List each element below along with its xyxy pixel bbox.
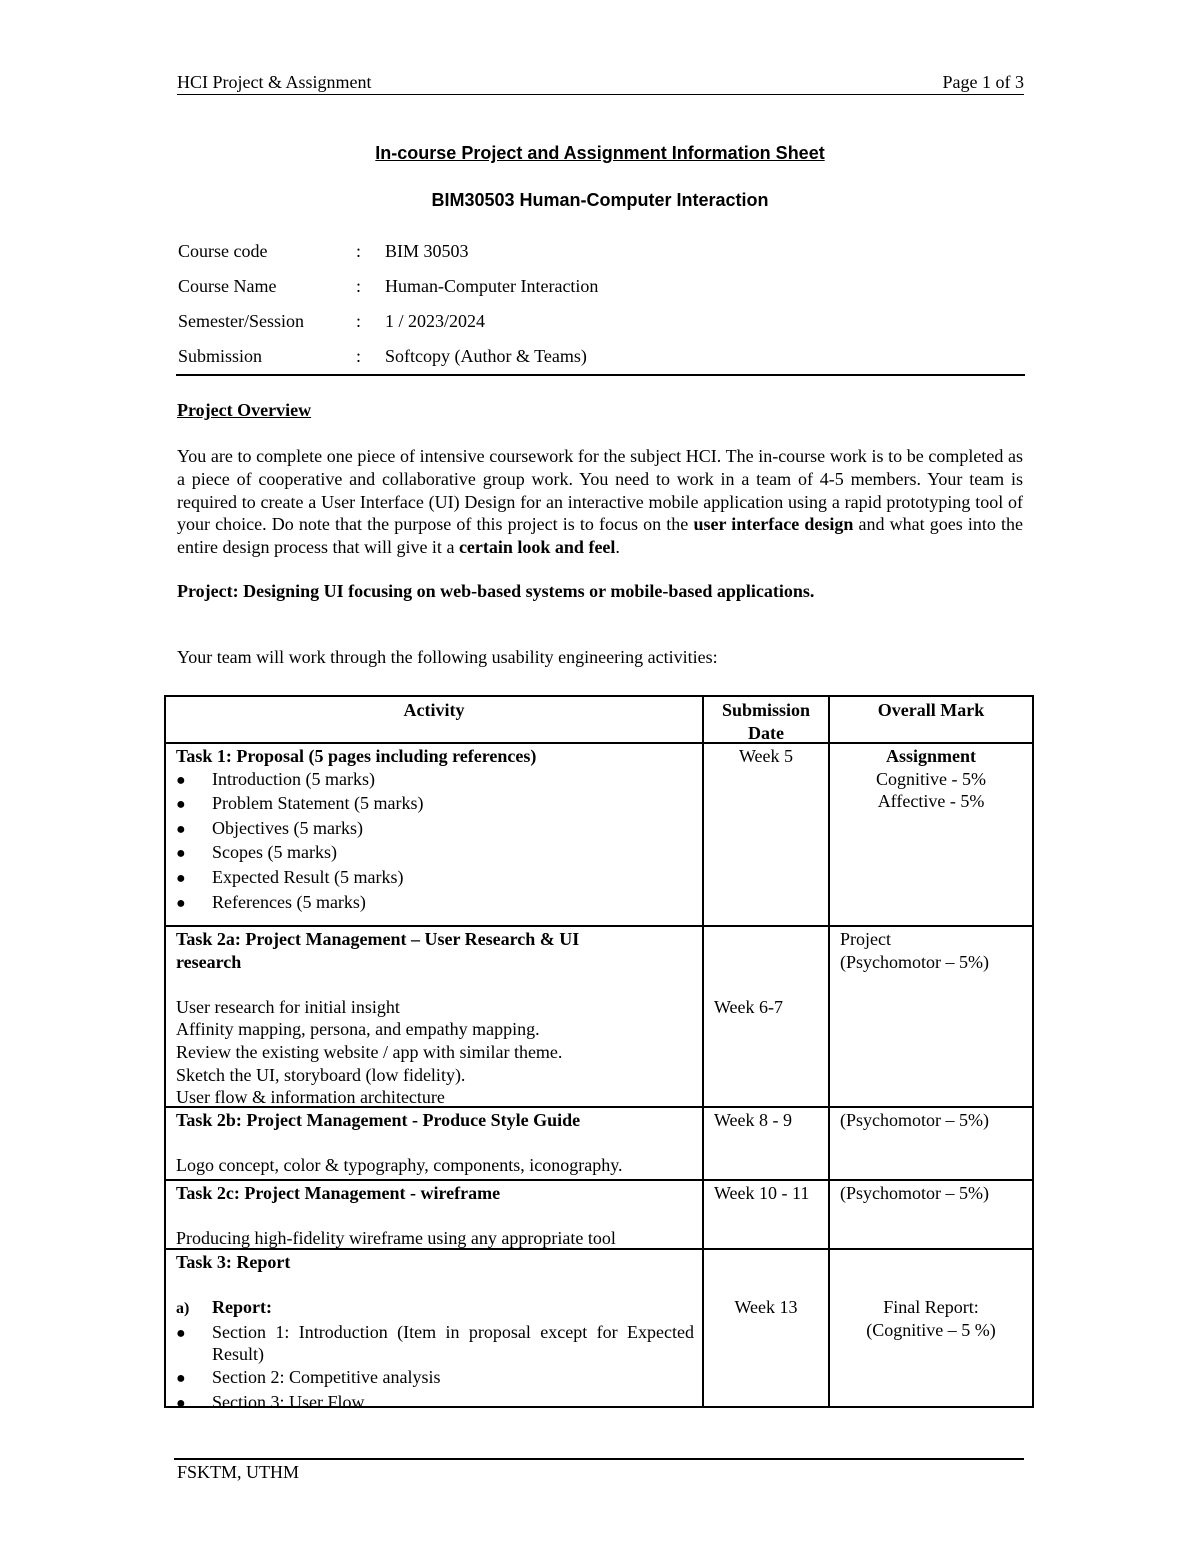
project-statement: Project: Designing UI focusing on web-based systems or mobile-based applications. [177,581,815,601]
task3-date: Week 13 [734,1297,798,1317]
list-item [176,817,696,842]
activities-table [164,695,1034,1412]
mark-line: Project [840,929,891,949]
info-value: Human-Computer Interaction [385,276,599,296]
info-colon: : [356,346,362,366]
info-label: Submission [178,346,263,366]
mark-line: Affective - 5% [877,791,985,812]
mark-title: Assignment [885,746,976,766]
list-item-text: Section 2: Competitive analysis [212,1366,441,1387]
bullet: ● [176,796,186,814]
overview-text-3: . [615,537,620,558]
task2a-cell [176,928,646,1109]
overview-paragraph [177,445,1023,559]
task2c-title: Task 2c: Project Management - wireframe [176,1183,501,1203]
task2c-date: Week 10 - 11 [714,1183,810,1203]
page-header [177,70,1024,95]
header-submission-date: Submission Date [721,700,811,743]
list-item [176,841,696,866]
bullet: ● [176,1394,186,1412]
table-row-divider [166,742,1032,744]
footer-divider [174,1458,1024,1460]
list-item [176,1321,694,1366]
task2a-line: Affinity mapping, persona, and empathy mapping. [176,1019,540,1040]
task2b-desc: Logo concept, color & typography, components, iconography. [176,1155,623,1176]
task2c-cell [176,1182,696,1250]
list-item [176,792,696,817]
info-divider [176,374,1025,376]
task2a-line: User flow & information architecture [176,1087,445,1108]
bullet: ● [176,894,186,912]
task3-sub [176,1296,694,1321]
list-item-text: Section 3: User Flow [212,1391,365,1412]
overview-bold-look-feel: certain look and feel [458,537,616,558]
sub-label: Report: [212,1297,272,1318]
task3-cell [176,1251,694,1415]
task1-date: Week 5 [738,746,794,766]
info-value: BIM 30503 [385,241,469,261]
info-label: Course code [178,241,268,261]
mark-line: Cognitive - 5% [876,768,986,789]
mark-line: (Psychomotor – 5%) [840,951,989,972]
task2b-title: Task 2b: Project Management - Produce Style Guide [176,1110,581,1130]
task3-title: Task 3: Report [176,1252,291,1272]
info-colon: : [356,241,362,261]
bullet: ● [176,845,186,863]
list-item [176,891,696,916]
info-value: Softcopy (Author & Teams) [385,346,587,366]
activities-intro: Your team will work through the following usability engineering activities: [177,647,718,667]
info-label: Semester/Session [178,311,304,331]
info-value: 1 / 2023/2024 [385,311,486,331]
list-item-text: Section 1: Introduction (Item in proposal except for Expected Result) [212,1321,694,1365]
list-item [176,1366,694,1391]
list-item [176,866,696,891]
page-footer: FSKTM, UTHM [177,1462,300,1482]
task2c-mark: (Psychomotor – 5%) [840,1183,989,1203]
header-title: HCI Project & Assignment [177,72,372,92]
header-overall-mark: Overall Mark [877,700,985,720]
task1-mark [830,745,1032,813]
overview-text-2: and what goes into the entire design process that will give it a [177,514,1024,558]
task2a-line: User research for initial insight [176,996,400,1017]
page-number: Page 1 of 3 [942,72,1024,92]
sub-marker: a) [176,1300,190,1318]
bullet: ● [176,869,186,887]
info-colon: : [356,311,362,331]
bullet: ● [176,1324,186,1342]
task2c-desc: Producing high-fidelity wireframe using any appropriate tool [176,1228,616,1249]
task2b-mark: (Psychomotor – 5%) [840,1110,989,1130]
task2a-title: Task 2a: Project Management – User Research & UI research [176,929,580,972]
overview-text-1: You are to complete one piece of intensive coursework for the subject HCI. The in-course work is to be completed as a piece of cooperative and collaborative group work. You need to work in a team of 4-5 members. Your team is required to create a User Interface (UI) Design for an interactive mobile application using a rapid prototyping tool of your choice. Do note that the purpose of this project is to focus on the [177,446,1023,535]
task2b-date: Week 8 - 9 [714,1110,793,1130]
task2a-line: Sketch the UI, storyboard (low fidelity). [176,1064,466,1085]
mark-line: Final Report: [883,1297,979,1317]
list-item [176,1391,694,1416]
bullet: ● [176,1369,186,1387]
list-item [176,768,696,793]
list-item-text: Introduction (5 marks) [212,768,375,789]
overview-heading: Project Overview [177,400,312,420]
task2b-cell [176,1109,696,1177]
task1-cell [176,745,696,915]
mark-line: (Cognitive – 5 %) [866,1319,996,1340]
task2a-line: Review the existing website / app with similar theme. [176,1041,563,1062]
document-subtitle: BIM30503 Human-Computer Interaction [431,190,769,210]
task2a-mark [840,928,1032,973]
list-item-text: Problem Statement (5 marks) [212,793,424,814]
task3-mark [830,1296,1032,1341]
info-colon: : [356,276,362,296]
task1-title: Task 1: Proposal (5 pages including references) [176,746,537,766]
overview-bold-ui-design: user interface design [693,514,854,535]
task2a-date: Week 6-7 [714,997,784,1017]
list-item-text: References (5 marks) [212,891,366,912]
list-item-text: Scopes (5 marks) [212,842,337,863]
bullet: ● [176,771,186,789]
table-row-divider [166,1179,1032,1181]
table-row-divider [166,925,1032,927]
header-activity: Activity [403,700,465,720]
bullet: ● [176,820,186,838]
document-title: In-course Project and Assignment Information Sheet [375,143,825,163]
list-item-text: Objectives (5 marks) [212,817,363,838]
list-item-text: Expected Result (5 marks) [212,866,404,887]
info-label: Course Name [178,276,277,296]
